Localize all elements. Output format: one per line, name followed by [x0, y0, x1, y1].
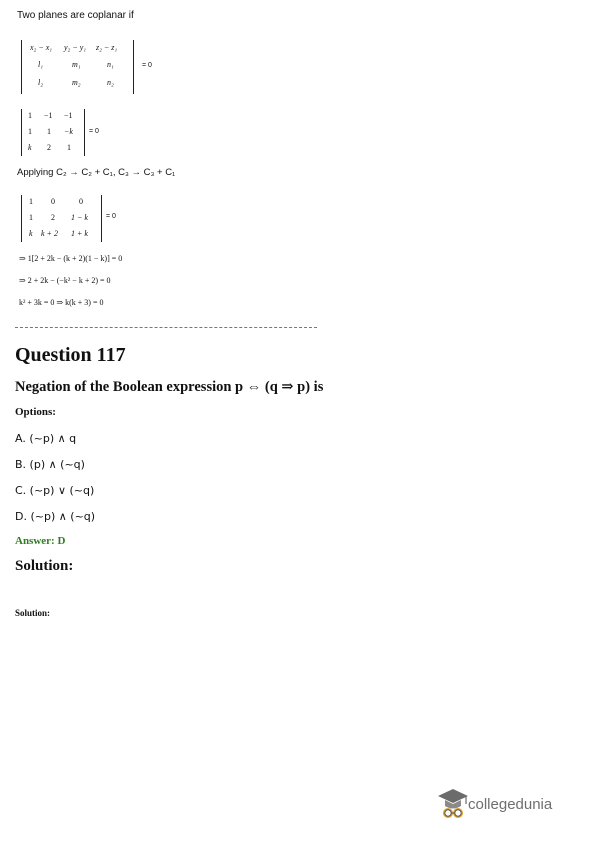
det1-cell: n₁ [107, 60, 114, 69]
option-d: D. (~p) ∧ (~q) [15, 510, 96, 523]
section-divider [15, 327, 317, 328]
solution-step: k² + 3k = 0 ⇒ k(k + 3) = 0 [19, 298, 104, 307]
question-text: Negation of the Boolean expression p ⇔ (q ⇒ p) is [15, 379, 324, 395]
solution-step: ⇒ 1[2 + 2k − (k + 2)(1 − k)] = 0 [19, 254, 123, 263]
det2-equals: = 0 [89, 128, 99, 135]
det1-cell: m₂ [72, 78, 81, 87]
det2-cell: 2 [47, 143, 51, 152]
solution-subheading: Solution: [15, 608, 51, 618]
det2-cell: −1 [44, 111, 53, 120]
det1-cell: m₁ [72, 60, 81, 69]
option-b: B. (p) ∧ (~q) [15, 458, 85, 471]
det3-cell: 2 [51, 213, 55, 222]
det1-cell: l₁ [38, 60, 44, 69]
det2-cell: 1 [28, 127, 32, 136]
det2-cell: k [28, 143, 32, 152]
det3-cell: 1 [29, 197, 33, 206]
option-c: C. (~p) ∨ (~q) [15, 484, 95, 497]
solution-step: ⇒ 2 + 2k − (−k² − k + 2) = 0 [19, 276, 111, 285]
intro-text: Two planes are coplanar if [17, 10, 134, 21]
collegedunia-logo [437, 787, 577, 821]
determinant-1 [21, 40, 134, 94]
determinant-2 [21, 109, 85, 156]
det3-cell: 0 [79, 197, 83, 206]
answer-text: Answer: D [15, 535, 66, 547]
det2-cell: −k [64, 127, 73, 136]
det3-cell: k [29, 229, 33, 238]
determinant-3 [21, 195, 102, 242]
logo-text: collegedunia [468, 796, 553, 813]
det3-cell: 1 − k [71, 213, 88, 222]
options-label: Options: [15, 406, 56, 418]
det2-cell: −1 [64, 111, 73, 120]
det1-cell: x₂ − x₁ [30, 43, 53, 52]
det1-equals: = 0 [142, 62, 152, 69]
det1-cell: l₂ [38, 78, 44, 87]
det3-cell: 1 [29, 213, 33, 222]
det1-cell: z₂ − z₁ [96, 43, 118, 52]
det2-cell: 1 [67, 143, 71, 152]
solution-heading: Solution: [15, 558, 74, 574]
det2-cell: 1 [28, 111, 32, 120]
det3-cell: k + 2 [41, 229, 58, 238]
question-title: Question 117 [15, 344, 126, 366]
det3-equals: = 0 [106, 213, 116, 220]
det1-cell: n₂ [107, 78, 114, 87]
det1-cell: y₂ − y₁ [64, 43, 87, 52]
det3-cell: 1 + k [71, 229, 88, 238]
option-a: A. (~p) ∧ q [15, 432, 77, 445]
applying-text: Applying C₂ → C₂ + C₁, C₃ → C₃ + C₁ [17, 167, 176, 178]
det3-cell: 0 [51, 197, 55, 206]
det2-cell: 1 [47, 127, 51, 136]
graduate-cap-icon [437, 787, 469, 821]
